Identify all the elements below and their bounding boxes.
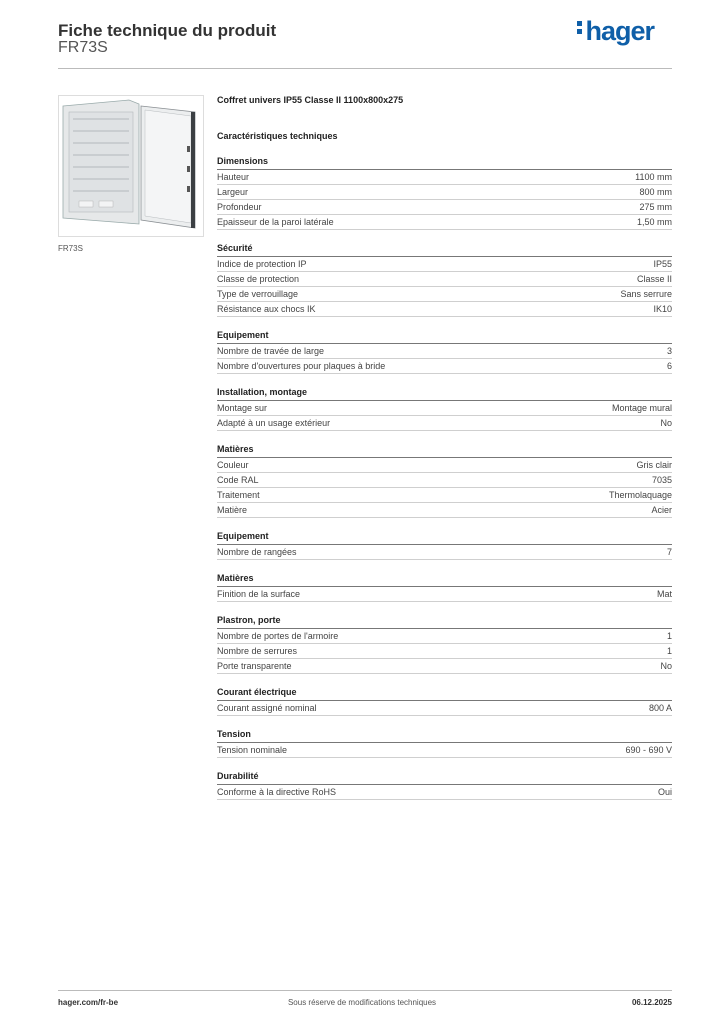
section-title: Plastron, porte <box>217 615 672 629</box>
spec-row <box>217 344 672 359</box>
spec-value: 7035 <box>651 475 672 485</box>
spec-value: Sans serrure <box>620 289 672 299</box>
spec-row <box>217 659 672 674</box>
spec-label: Hauteur <box>217 172 250 182</box>
spec-value: Mat <box>656 589 672 599</box>
product-image <box>58 95 204 237</box>
spec-row <box>217 644 672 659</box>
header-divider <box>58 68 672 69</box>
spec-label: Finition de la surface <box>217 589 301 599</box>
specifications-heading: Caractéristiques techniques <box>217 131 338 141</box>
spec-row <box>217 545 672 560</box>
spec-label: Courant assigné nominal <box>217 703 317 713</box>
spec-section <box>217 156 672 230</box>
spec-row <box>217 200 672 215</box>
spec-value: 275 mm <box>639 202 672 212</box>
spec-section <box>217 729 672 758</box>
footer-disclaimer: Sous réserve de modifications techniques <box>287 998 437 1007</box>
spec-sections <box>217 156 672 800</box>
spec-label: Nombre de rangées <box>217 547 297 557</box>
spec-value: 800 mm <box>639 187 672 197</box>
spec-label: Conforme à la directive RoHS <box>217 787 337 797</box>
spec-label: Code RAL <box>217 475 259 485</box>
spec-label: Traitement <box>217 490 260 500</box>
spec-row <box>217 401 672 416</box>
spec-value: No <box>660 418 672 428</box>
spec-row <box>217 473 672 488</box>
spec-label: Nombre de portes de l'armoire <box>217 631 339 641</box>
image-caption: FR73S <box>58 244 83 253</box>
spec-label: Profondeur <box>217 202 262 212</box>
spec-row <box>217 587 672 602</box>
spec-label: Type de verrouillage <box>217 289 299 299</box>
spec-row <box>217 629 672 644</box>
spec-value: 1100 mm <box>635 172 672 182</box>
spec-row <box>217 272 672 287</box>
page-title: Fiche technique du produit <box>58 21 277 40</box>
spec-value: 6 <box>666 361 672 371</box>
footer-divider <box>58 990 672 991</box>
spec-row <box>217 185 672 200</box>
section-title: Equipement <box>217 531 672 545</box>
section-title: Matières <box>217 444 672 458</box>
product-reference: FR73S <box>58 39 108 56</box>
product-title: Coffret univers IP55 Classe II 1100x800x275 <box>217 95 404 105</box>
logo-text: hager <box>585 16 654 46</box>
spec-value: Gris clair <box>636 460 672 470</box>
spec-row <box>217 170 672 185</box>
spec-label: Couleur <box>217 460 249 470</box>
logo-dots-icon <box>577 18 583 37</box>
spec-row <box>217 785 672 800</box>
spec-row <box>217 215 672 230</box>
spec-label: Epaisseur de la paroi latérale <box>217 217 334 227</box>
spec-value: Oui <box>657 787 672 797</box>
spec-value: 7 <box>666 547 672 557</box>
spec-label: Adapté à un usage extérieur <box>217 418 331 428</box>
spec-value: 1,50 mm <box>636 217 672 227</box>
spec-label: Classe de protection <box>217 274 300 284</box>
spec-row <box>217 257 672 272</box>
spec-section <box>217 771 672 800</box>
spec-section <box>217 330 672 374</box>
spec-value: 690 - 690 V <box>625 745 672 755</box>
spec-row <box>217 287 672 302</box>
section-title: Dimensions <box>217 156 672 170</box>
section-title: Tension <box>217 729 672 743</box>
spec-row <box>217 503 672 518</box>
spec-label: Nombre d'ouvertures pour plaques à bride <box>217 361 386 371</box>
section-title: Courant électrique <box>217 687 672 701</box>
spec-label: Matière <box>217 505 248 515</box>
spec-section <box>217 687 672 716</box>
section-title: Durabilité <box>217 771 672 785</box>
spec-value: IK10 <box>653 304 672 314</box>
spec-section <box>217 243 672 317</box>
spec-section <box>217 573 672 602</box>
spec-row <box>217 359 672 374</box>
spec-label: Porte transparente <box>217 661 292 671</box>
spec-label: Indice de protection IP <box>217 259 307 269</box>
hager-logo[interactable] <box>577 16 654 47</box>
spec-value: Montage mural <box>611 403 672 413</box>
spec-row <box>217 488 672 503</box>
spec-value: Acier <box>651 505 672 515</box>
spec-value: No <box>660 661 672 671</box>
enclosure-illustration <box>59 96 203 236</box>
spec-label: Résistance aux chocs IK <box>217 304 316 314</box>
spec-row <box>217 458 672 473</box>
spec-label: Largeur <box>217 187 249 197</box>
footer-date: 06.12.2025 <box>631 998 672 1007</box>
spec-value: 800 A <box>648 703 672 713</box>
section-title: Matières <box>217 573 672 587</box>
spec-value: 1 <box>666 631 672 641</box>
spec-value: 3 <box>666 346 672 356</box>
spec-section <box>217 444 672 518</box>
spec-value: 1 <box>666 646 672 656</box>
spec-label: Nombre de serrures <box>217 646 298 656</box>
footer-website-link[interactable]: hager.com/fr-be <box>58 998 119 1007</box>
spec-value: Thermolaquage <box>608 490 672 500</box>
spec-value: IP55 <box>653 259 672 269</box>
section-title: Sécurité <box>217 243 672 257</box>
spec-label: Montage sur <box>217 403 268 413</box>
spec-row <box>217 416 672 431</box>
section-title: Equipement <box>217 330 672 344</box>
spec-row <box>217 743 672 758</box>
spec-row <box>217 302 672 317</box>
specification-panel <box>217 95 672 800</box>
spec-section <box>217 531 672 560</box>
section-title: Installation, montage <box>217 387 672 401</box>
spec-label: Nombre de travée de large <box>217 346 325 356</box>
spec-section <box>217 387 672 431</box>
spec-section <box>217 615 672 674</box>
spec-value: Classe II <box>636 274 672 284</box>
spec-row <box>217 701 672 716</box>
spec-label: Tension nominale <box>217 745 288 755</box>
